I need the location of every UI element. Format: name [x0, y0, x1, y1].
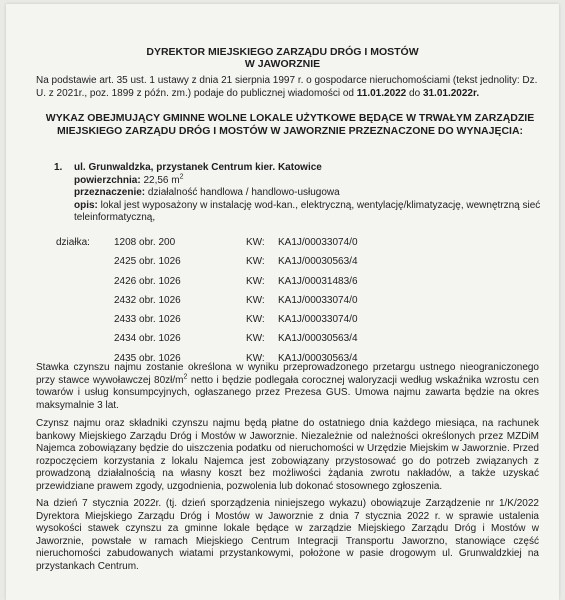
parcel-table — [56, 237, 476, 372]
intro-paragraph — [36, 74, 541, 100]
table-row — [56, 256, 476, 275]
rent-paragraph — [36, 362, 539, 412]
payment-paragraph: Czynsz najmu oraz składniki czynszu najmu będą płatne do ostatniego dnia każdego miesiąca, na rachunek bankowy Miejskiego Zarządu Dróg i Mostów w Jaworznie. Niezależnie od należności określonych przez MZDiM Najemca zobowiązany będzie do uiszczenia podatku od nieruchomości w Urzędzie Miejskim w Jaworznie. Przed rozpoczęciem korzystania z lokalu Najemca jest zobowiązany przystosować go do potrzeb związanych z prowadzoną działalnością na własny koszt bez możliwości żądania zwrotu nakładów, a także uzyskać przewidziane prawem zgody, uzgodnienia, pozwolenia lub dokonać stosownego zgłoszenia. — [36, 418, 539, 492]
item-area — [74, 175, 544, 188]
header-line-2: W JAWORZNIE — [244, 58, 321, 70]
heading-line-2: MIEJSKIEGO ZARZĄDU DRÓG I MOSTÓW W JAWORZNIE PRZEZNACZONE DO WYNAJĘCIA: — [56, 125, 524, 137]
rent-text-a: Stawka czynszu najmu zostanie określona w wyniku przeprowadzonego przetargu ustnego nieograniczonego przy stawce wywoławczej 80zł/m — [36, 362, 539, 386]
rent-sup: 2 — [183, 373, 188, 381]
kw-number: KA1J/00033074/0 — [278, 314, 358, 326]
area-value: 22,56 m — [143, 174, 180, 186]
purpose-value: działalność handlowa / handlowo-usługowa — [145, 187, 340, 198]
table-row — [56, 237, 476, 256]
parcel-obr: 2434 obr. 1026 — [114, 333, 181, 345]
kw-number: KA1J/00033074/0 — [278, 294, 358, 306]
parcel-obr: 2432 obr. 1026 — [114, 294, 181, 306]
table-row — [56, 276, 476, 295]
kw-label: KW: — [246, 333, 265, 345]
desc-value: lokal jest wyposażony w instalację wod-kan., elektryczną, wentylację/klimatyzację, wewnętrzną sieć teleinformatyczną, — [74, 199, 541, 223]
rent-text-b: netto i będzie podlegała corocznej waloryzacji według wskaźnika wzrostu cen towarów i usług konsumpcyjnych, ogłaszanego przez Prezesa GUS. Umowa najmu zawarta będzie na okres maksymalnie 3 lat. — [36, 374, 539, 411]
area-sup: 2 — [179, 173, 184, 181]
parcel-label: działka: — [56, 237, 90, 248]
kw-number: KA1J/00033074/0 — [278, 237, 358, 248]
item-title: ul. Grunwaldzka, przystanek Centrum kier. Katowice — [74, 162, 322, 173]
item-purpose — [74, 187, 544, 200]
table-row — [56, 314, 476, 333]
document-page — [6, 4, 559, 600]
kw-label: KW: — [246, 256, 265, 268]
kw-number: KA1J/00030563/4 — [278, 333, 358, 345]
parcel-obr: 2425 obr. 1026 — [114, 256, 181, 268]
table-row — [56, 295, 476, 314]
intro-middle: do — [406, 88, 423, 99]
item-description — [74, 200, 544, 225]
item-body — [74, 162, 544, 225]
kw-number: KA1J/00031483/6 — [278, 275, 358, 287]
kw-label: KW: — [246, 314, 265, 326]
kw-label: KW: — [246, 275, 265, 287]
parcel-obr: 1208 obr. 200 — [114, 237, 176, 248]
intro-text: Na podstawie art. 35 ust. 1 ustawy z dnia 21 sierpnia 1997 r. o gospodarce nieruchomościami (tekst jednolity: Dz. U. z 2021r., poz. 1899 z późn. zm.) podaje do publicznej wiadomości od — [36, 75, 538, 99]
item-number: 1. — [54, 162, 63, 173]
ordinance-paragraph: Na dzień 7 stycznia 2022r. (tj. dzień sporządzenia niniejszego wykazu) obowiązuje Zarządzenie nr 1/K/2022 Dyrektora Miejskiego Zarządu Dróg i Mostów w Jaworznie z dnia 7 stycznia 2022 r. w sprawie ustalenia wysokości stawek czynszu za gminne lokale będące w zarządzie Miejskiego Zarządu Dróg i Mostów w Jaworznie, powstałe w ramach Miejskiego Centrum Integracji Transportu Jaworzno, stanowiące część nieruchomości zabudowanych wiatami przystankowymi, położone w pasie drogowym ul. Grunwaldzkiej na przystankach Centrum. — [36, 498, 539, 572]
parcel-obr: 2426 obr. 1026 — [114, 275, 181, 287]
kw-label: KW: — [246, 294, 265, 306]
heading-line-1: WYKAZ OBEJMUJĄCY GMINNE WOLNE LOKALE UŻYTKOWE BĘDĄCE W TRWAŁYM ZARZĄDZIE — [45, 112, 535, 124]
kw-number: KA1J/00030563/4 — [278, 256, 358, 268]
document-header — [6, 46, 559, 70]
kw-number: KA1J/00030563/4 — [278, 352, 358, 364]
kw-label: KW: — [246, 237, 265, 248]
table-row — [56, 333, 476, 352]
purpose-label: przeznaczenie: — [74, 187, 146, 198]
date-from: 11.01.2022 — [356, 88, 407, 99]
date-to: 31.01.2022r. — [422, 88, 480, 99]
kw-label: KW: — [246, 352, 265, 364]
parcel-obr: 2435 obr. 1026 — [114, 352, 181, 364]
desc-label: opis: — [74, 199, 98, 211]
list-heading — [40, 112, 540, 138]
parcel-obr: 2433 obr. 1026 — [114, 314, 181, 326]
header-line-1: DYREKTOR MIEJSKIEGO ZARZĄDU DRÓG I MOSTÓW — [146, 46, 419, 58]
area-label: powierzchnia: — [74, 174, 141, 186]
